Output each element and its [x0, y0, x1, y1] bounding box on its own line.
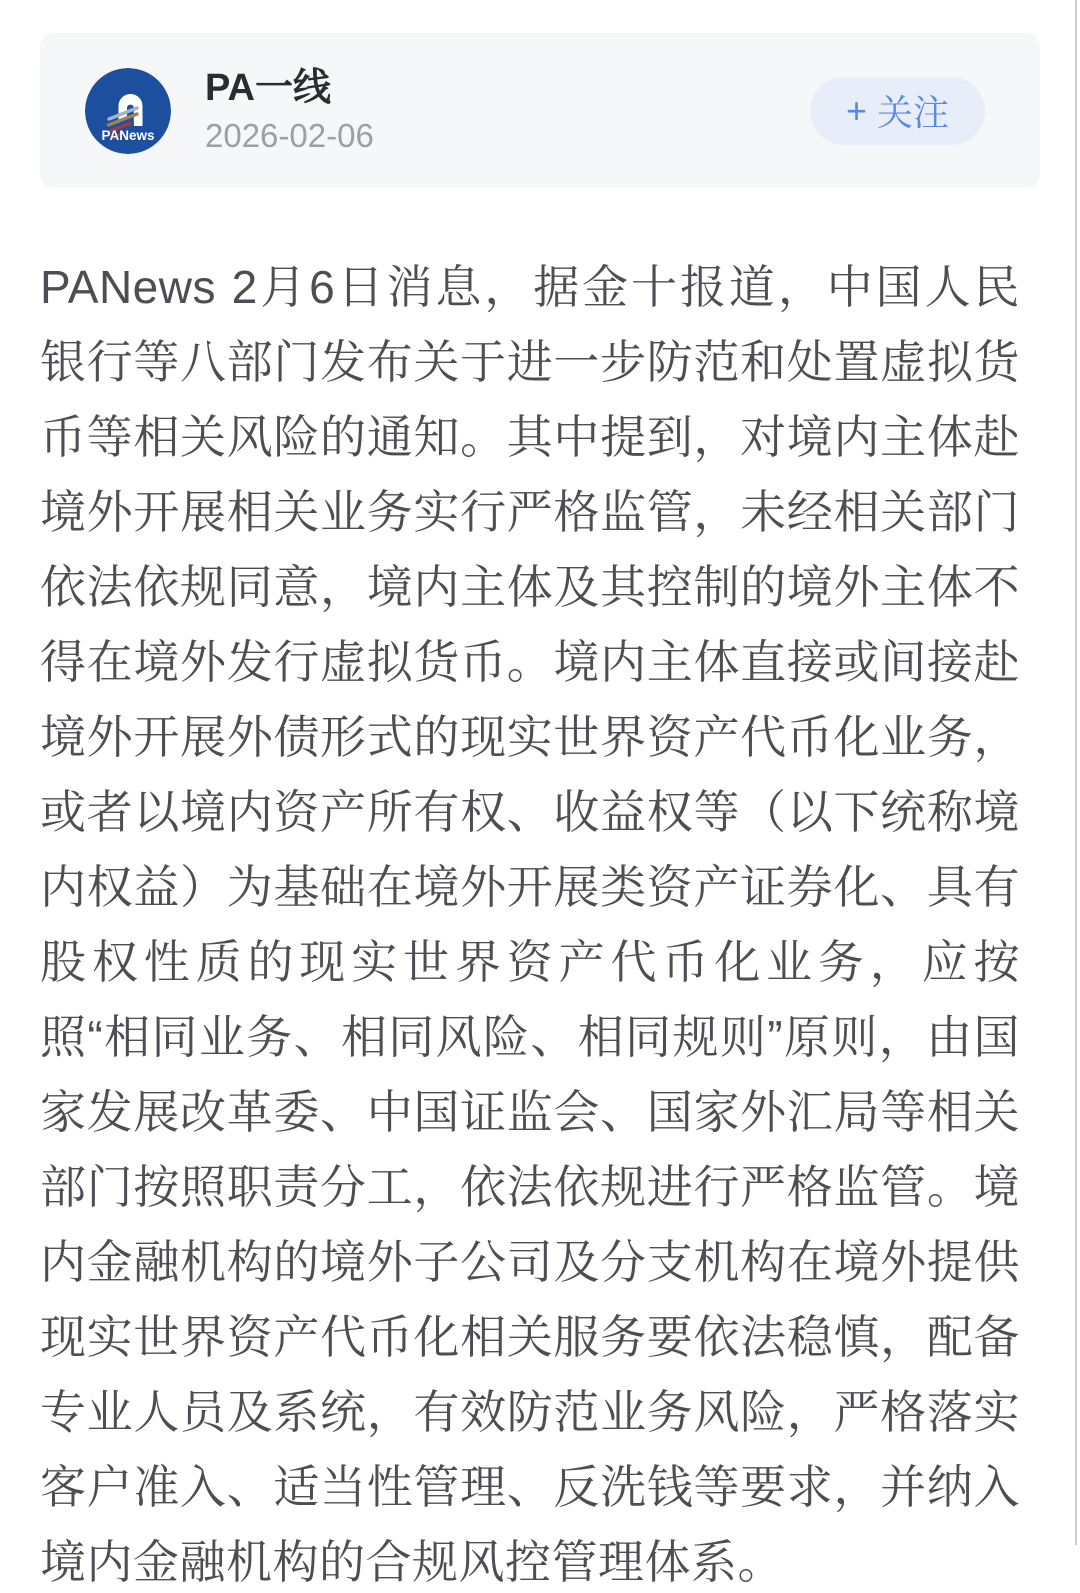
article-body-text: PANews 2月6日消息，据金十报道，中国人民银行等八部门发布关于进一步防范和处置虚拟货币等相关风险的通知。其中提到，对境内主体赴境外开展相关业务实行严格监管，未经相关部门依法依规同意，境内主体及其控制的境外主体不得在境外发行虚拟货币。境内主体直接或间接赴境外开展外债形式的现实世界资产代币化业务，或者以境内资产所有权、收益权等（以下统称境内权益）为基础在境外开展类资产证券化、具有股权性质的现实世界资产代币化业务，应按照“相同业务、相同风险、相同规则”原则，由国家发展改革委、中国证监会、国家外汇局等相关部门按照职责分工，依法依规进行严格监管。境内金融机构的境外子公司及分支机构在境外提供现实世界资产代币化相关服务要依法稳慎，配备专业人员及系统，有效防范业务风险，严格落实客户准入、适当性管理、反洗钱等要求，并纳入境内金融机构的合规风控管理体系。: [40, 261, 1020, 1588]
author-info: [205, 65, 374, 156]
post-date: 2026-02-06: [205, 117, 374, 154]
window-right-border: [1075, 0, 1077, 1545]
plus-icon: +: [845, 89, 867, 131]
follow-button[interactable]: [810, 77, 985, 145]
panews-logo-icon: [85, 68, 171, 154]
svg-text:PANews: PANews: [101, 127, 155, 143]
author-card: [40, 33, 1040, 188]
follow-button-label: 关注: [876, 92, 949, 133]
panews-avatar[interactable]: [85, 68, 171, 154]
author-name[interactable]: PA一线: [205, 67, 331, 109]
